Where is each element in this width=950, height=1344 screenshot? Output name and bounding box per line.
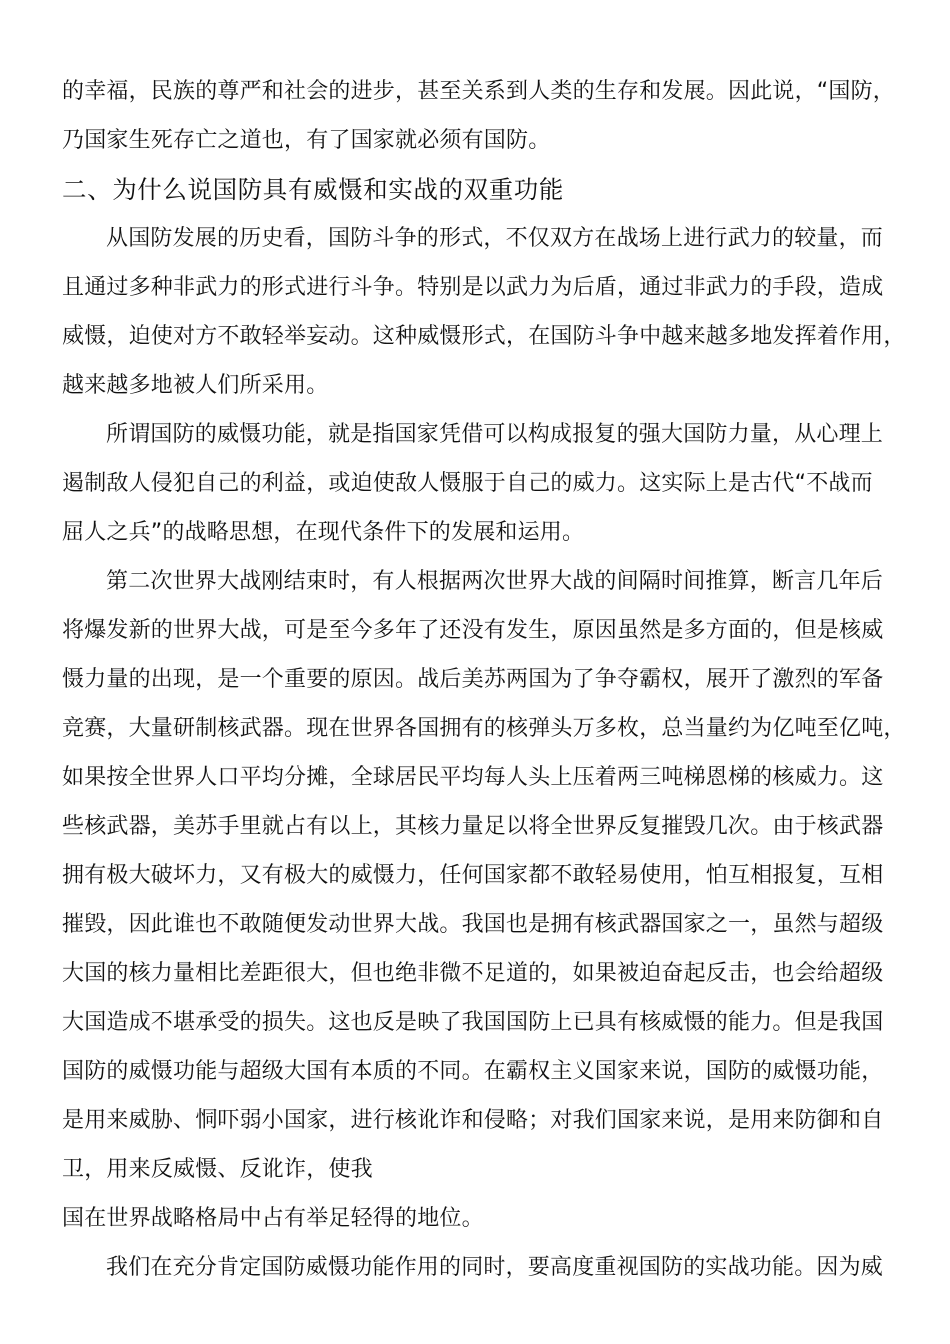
text-line: 是用来威胁、恫吓弱小国家，进行核讹诈和侵略；对我们国家来说，是用来防御和自 bbox=[62, 1108, 884, 1133]
text-line: 如果按全世界人口平均分摊，全球居民平均每人头上压着两三吨梯恩梯的核威力。这 bbox=[62, 765, 884, 790]
text-line: 拥有极大破坏力，又有极大的威慑力，任何国家都不敢轻易使用，怕互相报复，互相 bbox=[62, 863, 884, 888]
text-line: 从国防发展的历史看，国防斗争的形式，不仅双方在战场上进行武力的较量，而 bbox=[106, 226, 884, 251]
text-line: 国防的威慑功能与超级大国有本质的不同。在霸权主义国家来说，国防的威慑功能， bbox=[62, 1059, 884, 1084]
text-line: 国在世界战略格局中占有举足轻得的地位。 bbox=[62, 1206, 484, 1231]
text-line: 乃国家生死存亡之道也，有了国家就必须有国防。 bbox=[62, 128, 551, 153]
text-line: 所谓国防的威慑功能，就是指国家凭借可以构成报复的强大国防力量，从心理上 bbox=[106, 422, 884, 447]
text-line: 些核武器，美苏手里就占有以上，其核力量足以将全世界反复摧毁几次。由于核武器 bbox=[62, 814, 884, 839]
text-line: 越来越多地被人们所采用。 bbox=[62, 373, 329, 398]
text-line: 慑力量的出现，是一个重要的原因。战后美苏两国为了争夺霸权，展开了激烈的军备 bbox=[62, 667, 884, 692]
text-line: 将爆发新的世界大战，可是至今多年了还没有发生，原因虽然是多方面的，但是核威 bbox=[62, 618, 884, 643]
text-line: 大国造成不堪承受的损失。这也反是映了我国国防上已具有核威慑的能力。但是我国 bbox=[62, 1010, 884, 1035]
text-line: 屈人之兵”的战略思想，在现代条件下的发展和运用。 bbox=[62, 520, 585, 545]
text-line: 遏制敌人侵犯自己的利益，或迫使敌人慑服于自己的威力。这实际上是古代“不战而 bbox=[62, 471, 873, 496]
text-line: 且通过多种非武力的形式进行斗争。特别是以武力为后盾，通过非武力的手段，造成 bbox=[62, 275, 884, 300]
text-line: 威慑，迫使对方不敢轻举妄动。这种威慑形式，在国防斗争中越来越多地发挥着作用， bbox=[62, 324, 906, 349]
text-line: 摧毁，因此谁也不敢随便发动世界大战。我国也是拥有核武器国家之一，虽然与超级 bbox=[62, 912, 884, 937]
text-line: 的幸福，民族的尊严和社会的进步，甚至关系到人类的生存和发展。因此说，“国防， bbox=[62, 79, 896, 104]
text-line: 竞赛，大量研制核武器。现在世界各国拥有的核弹头万多枚，总当量约为亿吨至亿吨， bbox=[62, 716, 906, 741]
section-heading: 二、为什么说国防具有威慑和实战的双重功能 bbox=[62, 175, 564, 204]
text-line: 我们在充分肯定国防威慑功能作用的同时，要高度重视国防的实战功能。因为威 bbox=[106, 1255, 884, 1280]
text-line: 大国的核力量相比差距很大，但也绝非微不足道的，如果被迫奋起反击，也会给超级 bbox=[62, 961, 884, 986]
text-line: 第二次世界大战刚结束时，有人根据两次世界大战的间隔时间推算，断言几年后 bbox=[106, 569, 884, 594]
text-line: 卫，用来反威慑、反讹诈，使我 bbox=[62, 1157, 373, 1182]
